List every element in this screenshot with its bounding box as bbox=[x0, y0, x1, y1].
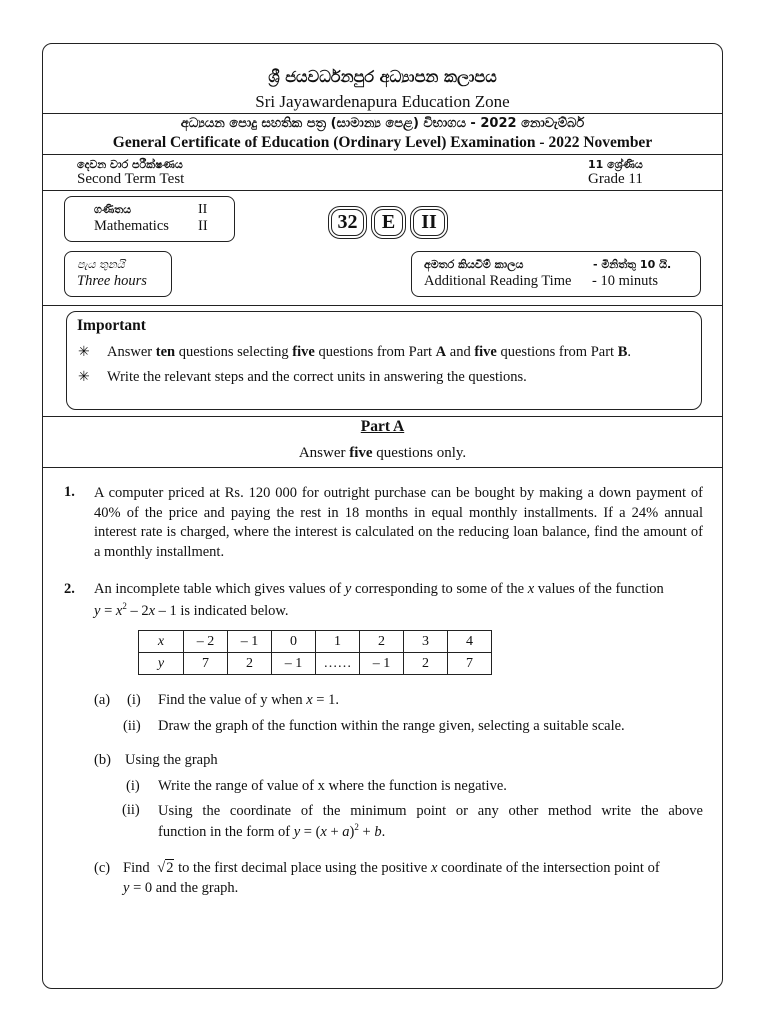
table-cell: – 1 bbox=[272, 653, 316, 675]
asterisk-icon: ✳ bbox=[78, 370, 90, 385]
question-2b-i: Write the range of value of x where the function is negative. bbox=[158, 778, 507, 794]
reading-time-value-sinhala: - මිනිත්තු 10 යි. bbox=[593, 258, 672, 271]
term-sinhala: දෙවන වාර පරීක්ෂණය bbox=[77, 158, 183, 171]
table-cell: 3 bbox=[404, 631, 448, 653]
term-english: Second Term Test bbox=[77, 171, 185, 187]
divider bbox=[42, 113, 723, 114]
table-cell: 2 bbox=[404, 653, 448, 675]
question-2-intro: An incomplete table which gives values of y corresponding to some of the x values of the function bbox=[94, 581, 664, 597]
table-cell: 7 bbox=[184, 653, 228, 675]
table-cell: …… bbox=[316, 653, 360, 675]
question-2a-ii: Draw the graph of the function within the range given, selecting a suitable scale. bbox=[158, 718, 625, 734]
subpart-label: (ii) bbox=[123, 718, 141, 734]
duration-sinhala: පැය තුනයි bbox=[77, 258, 125, 271]
subject-paper-number: II bbox=[198, 202, 208, 217]
instruction-line-2: Write the relevant steps and the correct units in answering the questions. bbox=[107, 369, 527, 385]
question-number: 1. bbox=[64, 484, 75, 500]
paper-code-part: II bbox=[410, 206, 448, 239]
table-cell: – 1 bbox=[228, 631, 272, 653]
question-2b-ii-line2: function in the form of $y = (x + a)^2 + b$. bbox=[158, 822, 386, 840]
question-2b-ii-line1: Using the coordinate of the minimum point or any other method write the above bbox=[158, 803, 703, 819]
table-cell: – 1 bbox=[360, 653, 404, 675]
paper-code-medium: E bbox=[371, 206, 406, 239]
divider bbox=[42, 190, 723, 191]
question-2c-line1: Find √2 to the first decimal place using the positive x coordinate of the intersection point of bbox=[123, 860, 660, 876]
zone-title-sinhala: ශ්‍රී ජයවර්ධනපුර අධ්‍යාපන කලාපය bbox=[268, 67, 497, 86]
table-cell: 0 bbox=[272, 631, 316, 653]
divider bbox=[42, 416, 723, 417]
exam-title-sinhala: අධ්‍යයන පොදු සහතික පත්‍ර (සාමාන්‍ය පෙළ) විභාගය - 2022 නොවැම්බර් bbox=[180, 116, 585, 131]
reading-time-value-english: - 10 minuts bbox=[592, 273, 659, 289]
subpart-label: (i) bbox=[127, 692, 141, 708]
duration-english: Three hours bbox=[77, 273, 147, 289]
question-number: 2. bbox=[64, 581, 75, 597]
question-2-function: $y = x^2 - 2x - 1$ is indicated below. bbox=[94, 601, 289, 619]
table-cell: 2 bbox=[228, 653, 272, 675]
part-a-instruction: Answer five questions only. bbox=[298, 445, 467, 461]
part-a-title: Part A bbox=[360, 418, 405, 435]
table-cell: – 2 bbox=[184, 631, 228, 653]
reading-time-english: Additional Reading Time bbox=[424, 273, 572, 289]
square-root-icon: √2 bbox=[157, 860, 174, 876]
instruction-line-1: Answer ten questions selecting five questions from Part A and five questions from Part B. bbox=[107, 344, 631, 360]
question-2a-i: Find the value of y when x = 1. bbox=[158, 692, 339, 708]
subpart-label: (ii) bbox=[122, 802, 140, 818]
divider bbox=[42, 467, 723, 468]
subpart-label: (c) bbox=[94, 860, 111, 876]
table-header-cell: y bbox=[139, 653, 184, 675]
question-2b-text: Using the graph bbox=[125, 752, 218, 768]
paper-code-number: 32 bbox=[328, 206, 367, 239]
grade-sinhala: 11 ශ්‍රේණිය bbox=[588, 158, 643, 171]
subpart-label: (a) bbox=[94, 692, 111, 708]
subject-sinhala: ගණිතය bbox=[94, 203, 132, 216]
question-2c-line2: y = 0 and the graph. bbox=[123, 880, 239, 896]
divider bbox=[42, 154, 723, 155]
grade-english: Grade 11 bbox=[588, 171, 643, 187]
table-cell: 4 bbox=[448, 631, 492, 653]
subject-paper-number: II bbox=[198, 218, 208, 234]
zone-title-english: Sri Jayawardenapura Education Zone bbox=[255, 92, 510, 111]
asterisk-icon: ✳ bbox=[78, 345, 90, 360]
table-cell: 1 bbox=[316, 631, 360, 653]
exam-title-english: General Certificate of Education (Ordinary Level) Examination - 2022 November bbox=[112, 134, 653, 151]
reading-time-sinhala: අමතර කියවීම් කාලය bbox=[424, 258, 524, 271]
table-cell: 7 bbox=[448, 653, 492, 675]
question-1-text: A computer priced at Rs. 120 000 for outright purchase can be bought by making a down payment of 40% of the price and paying the rest in 18 months in equal monthly installments. If a 24% annual interest rate is charged, where the interest is calculated on the reducing loan balance, find the amount of a monthly installment. bbox=[94, 485, 703, 560]
table-row bbox=[139, 653, 492, 675]
table-cell: 2 bbox=[360, 631, 404, 653]
important-title: Important bbox=[77, 317, 146, 334]
subpart-label: (b) bbox=[94, 752, 111, 768]
divider bbox=[42, 305, 723, 306]
values-table bbox=[138, 630, 492, 675]
subpart-label: (i) bbox=[126, 778, 140, 794]
table-header-cell: x bbox=[139, 631, 184, 653]
subject-english: Mathematics bbox=[94, 218, 169, 234]
table-row bbox=[139, 631, 492, 653]
